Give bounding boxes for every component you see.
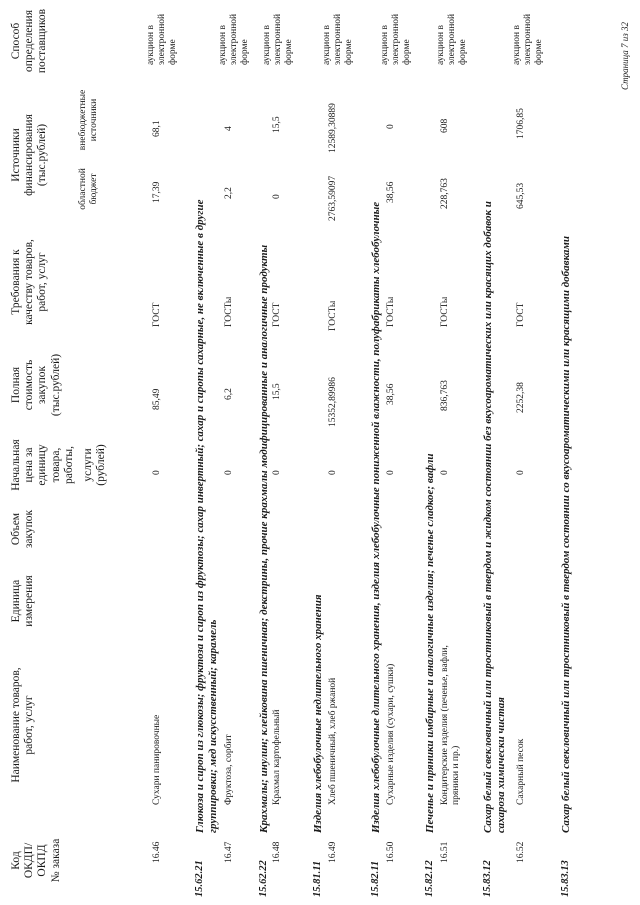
category-code: 15.82.12	[424, 860, 435, 897]
row-16-46-method: аукцион в электронной форме	[146, 13, 178, 65]
row-16-47-req: ГОСТы	[224, 296, 234, 327]
row-16-52-total: 2252,38	[516, 382, 526, 413]
row-16-49-extra: 12589,30889	[328, 103, 338, 153]
header-name: Наименование товаров, работ, услуг	[10, 667, 36, 783]
category-code: 15.62.21	[194, 860, 205, 897]
row-16-47-code: 16.47	[224, 841, 234, 863]
header-initial-price: Начальная цена за единицу товара, работы, услуги (рублей)	[10, 439, 108, 491]
row-16-51-req: ГОСТы	[440, 296, 450, 327]
row-16-52-code: 16.52	[516, 841, 526, 863]
row-16-52-volume: 0	[516, 470, 526, 475]
row-16-47-method: аукцион в электронной форме	[218, 13, 250, 65]
header-unit: Единица измерения	[10, 575, 36, 627]
category-title: Изделия хлебобулочные недлительного хранения	[312, 594, 324, 833]
row-16-50-extra: 0	[386, 124, 396, 129]
category-title: Печенье и пряники имбирные и аналогичные изделия; печенье сладкое; вафли	[424, 453, 436, 833]
header-requirements: Требования к качеству товаров, работ, услуг	[10, 239, 49, 325]
row-16-51-code: 16.51	[440, 841, 450, 863]
row-16-51-name: Кондитерские изделия (печенье, вафли, пряники и пр.)	[440, 645, 461, 805]
row-16-50-volume: 0	[386, 470, 396, 475]
category-title: Изделия хлебобулочные длительного хранения, изделия хлебобулочные пониженной влажности, полуфабрикаты хлебобулочные	[370, 201, 382, 833]
header-sources: Источники финансирования (тыс.рублей)	[10, 114, 49, 196]
row-16-52-extra: 1706,85	[516, 108, 526, 139]
category-code: 15.83.13	[560, 860, 571, 897]
row-16-52-req: ГОСТ	[516, 302, 526, 327]
row-16-50-code: 16.50	[386, 841, 396, 863]
row-16-50-regional: 38,56	[386, 181, 396, 203]
header-total-cost: Полная стоимость закупок (тыс.рублей)	[10, 353, 62, 417]
row-16-47-regional: 2,2	[224, 187, 234, 199]
row-16-51-regional: 228,763	[440, 178, 450, 209]
row-16-51-extra: 608	[440, 118, 450, 133]
row-16-49-volume: 0	[328, 470, 338, 475]
row-16-51-total: 836,763	[440, 380, 450, 411]
row-16-51-method: аукцион в электронной форме	[436, 13, 468, 65]
category-title: Глюкоза и сироп из глюкозы; фруктоза и сироп из фруктозы; сахар инвертный; сахар и сиропы сахарные, не включенные в другие группировки; мед искусственный; карамель	[194, 199, 219, 833]
row-16-47-name: Фруктоза, сорбит	[224, 734, 234, 805]
header-extrabudget: внебюджетные источники	[78, 89, 99, 151]
page-number: Страница 7 из 32	[620, 22, 630, 90]
row-16-50-method: аукцион в электронной форме	[380, 13, 412, 65]
category-title: Крахмалы; инулин; клейковина пшеничная; декстрины, прочие крахмалы модифицированные и аналогичные продукты	[258, 244, 270, 833]
row-16-52-name: Сахарный песок	[516, 738, 526, 805]
row-16-47-total: 6,2	[224, 388, 234, 400]
category-title: Сахар белый свекловичный или тростниковый в твердом и жидком состоянии без вкусоароматических или красящих добавок и сахароза химически чистая	[482, 201, 507, 833]
row-16-52-regional: 645,53	[516, 182, 526, 209]
header-regional-budget: областной бюджет	[78, 168, 99, 210]
row-16-50-total: 38,56	[386, 383, 396, 405]
row-16-46-code: 16.46	[152, 841, 162, 863]
category-title: Сахар белый свекловичный или тростниковый в твердом состоянии со вкусоароматическими или красящими добавками	[560, 235, 572, 833]
row-16-46-req: ГОСТ	[152, 302, 162, 327]
row-16-52-method: аукцион в электронной форме	[512, 13, 544, 65]
row-16-49-name: Хлеб пшеничный, хлеб ржаной	[328, 677, 338, 805]
row-16-48-extra: 15,5	[272, 116, 282, 133]
category-code: 15.83.12	[482, 860, 493, 897]
header-code: Код ОКДП/ ОКПД № заказа	[10, 838, 62, 883]
row-16-51-volume: 0	[440, 470, 450, 475]
row-16-48-volume: 0	[272, 470, 282, 475]
row-16-48-method: аукцион в электронной форме	[262, 13, 294, 65]
row-16-48-code: 16.48	[272, 841, 282, 863]
category-code: 15.62.22	[258, 860, 269, 897]
row-16-46-name: Сухари панировочные	[152, 714, 162, 805]
row-16-47-volume: 0	[224, 470, 234, 475]
row-16-48-name: Крахмал картофельный	[272, 709, 282, 805]
category-code: 15.81.11	[312, 860, 323, 897]
row-16-50-name: Сухарные изделия (сухари, сушки)	[386, 663, 396, 805]
row-16-46-extra: 68,1	[152, 120, 162, 137]
row-16-49-method: аукцион в электронной форме	[322, 13, 354, 65]
row-16-50-req: ГОСТы	[386, 296, 396, 327]
header-method: Способ определения поставщиков	[10, 8, 49, 74]
row-16-49-regional: 2763,59097	[328, 175, 338, 221]
row-16-48-total: 15,5	[272, 383, 282, 400]
header-volume: Объем закупок	[10, 509, 36, 549]
row-16-49-req: ГОСТы	[328, 300, 338, 331]
row-16-46-regional: 17,39	[152, 181, 162, 203]
row-16-47-extra: 4	[224, 126, 234, 131]
category-code: 15.82.11	[370, 860, 381, 897]
row-16-48-regional: 0	[272, 194, 282, 199]
row-16-48-req: ГОСТ	[272, 302, 282, 327]
row-16-46-volume: 0	[152, 470, 162, 475]
row-16-49-total: 15352,89986	[328, 377, 338, 427]
row-16-46-total: 85,49	[152, 388, 162, 410]
row-16-49-code: 16.49	[328, 841, 338, 863]
